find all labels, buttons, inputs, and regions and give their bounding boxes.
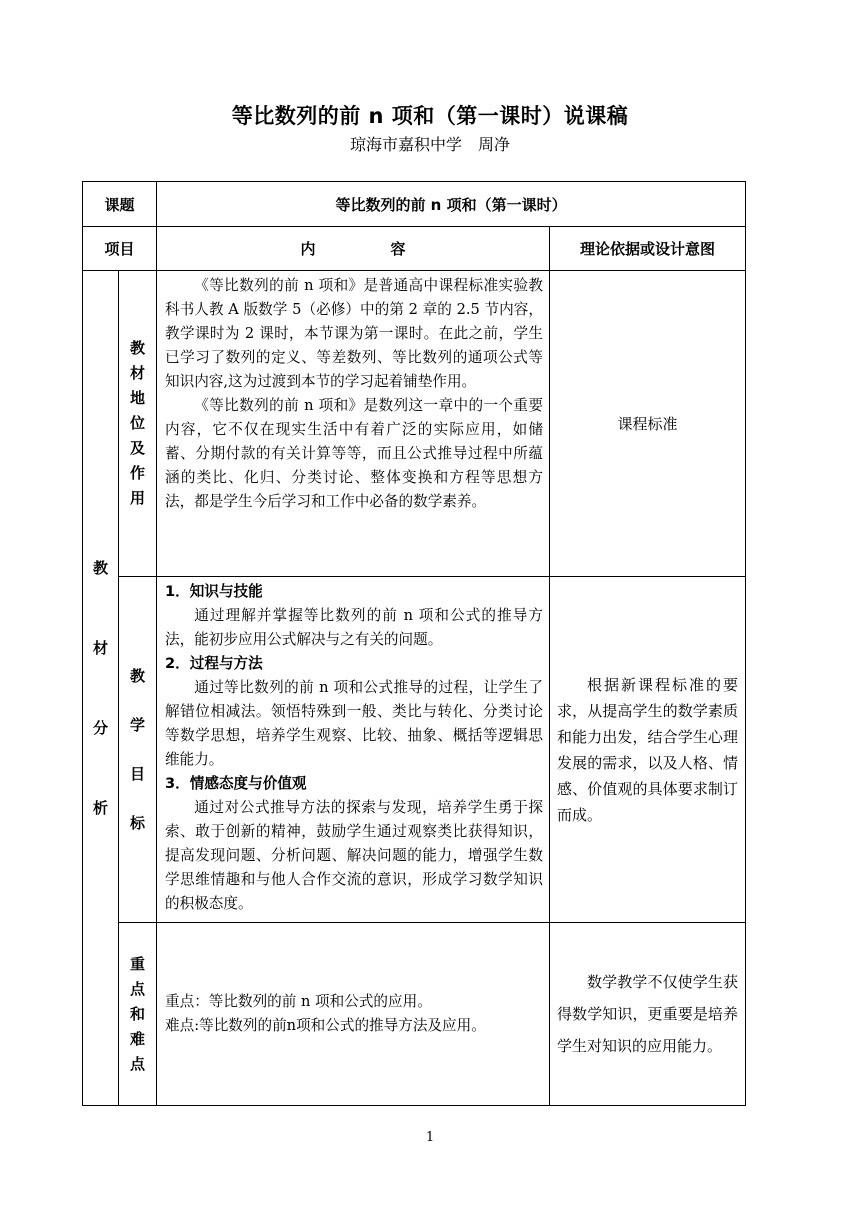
lesson-plan-table: [82, 181, 746, 1106]
column-header-basis: 理论依据或设计意图: [550, 227, 746, 271]
basis-teaching-objectives: 根据新课程标准的要求，从提高学生的数学素质和能力出发，结合学生心理发展的需求，以及人格、情感、价值观的具体要求制订而成。: [550, 577, 746, 923]
row-label-teaching-objectives: 教 学 目 标: [119, 577, 157, 923]
content-teaching-objectives: [157, 577, 550, 923]
column-header-row: [83, 227, 746, 271]
row-label-textbook-position: 教 材 地 位 及 作 用: [119, 271, 157, 577]
page-number: 1: [425, 1130, 435, 1145]
table-row-key-difficult-points: [83, 923, 746, 1106]
topic-value: 等比数列的前 n 项和（第一课时）: [157, 182, 746, 227]
key-point: 重点：等比数列的前 n 项和公式的应用。: [165, 993, 432, 1010]
objective-heading: 1．知识与技能: [165, 583, 263, 600]
difficult-point: 难点:等比数列的前n项和公式的推导方法及应用。: [165, 1017, 486, 1034]
paragraph: 《等比数列的前 n 项和》是数列这一章中的一个重要内容，它不仅在现实生活中有着广泛的实际应用，如储蓄、分期付款的有关计算等等，而且公式推导过程中所蕴涵的类比、化归、分类讨论、整体变换和方程等思想方法，都是学生今后学习和工作中必备的数学素养。: [165, 397, 544, 510]
basis-textbook-position: 课程标准: [550, 271, 746, 577]
document-title: 等比数列的前 n 项和（第一课时）说课稿: [231, 104, 629, 128]
author-line: 琼海市嘉积中学 周净: [349, 135, 510, 154]
basis-key-difficult-points: 数学教学不仅使学生获得数学知识，更重要是培养学生对知识的应用能力。: [550, 923, 746, 1106]
section-label-textbook-analysis: 教 材 分 析: [83, 271, 119, 1106]
content-textbook-position: [157, 271, 550, 577]
topic-label: 课题: [83, 182, 157, 227]
objective-heading: 3．情感态度与价值观: [165, 775, 307, 792]
column-header-item: 项目: [83, 227, 157, 271]
objective-heading: 2．过程与方法: [165, 655, 263, 672]
table-row-textbook-position: [83, 271, 746, 577]
objective-text: 通过理解并掌握等比数列的前 n 项和公式的推导方法，能初步应用公式解决与之有关的问题。: [165, 607, 544, 648]
objective-text: 通过对公式推导方法的探索与发现，培养学生勇于探索、敢于创新的精神，鼓励学生通过观察类比获得知识，提高发现问题、分析问题、解决问题的能力，增强学生数学思维情趣和与他人合作交流的意识，形成学习数学知识的积极态度。: [165, 799, 544, 912]
topic-row: [83, 182, 746, 227]
row-label-key-difficult-points: 重 点 和 难 点: [119, 923, 157, 1106]
column-header-content: 内 容: [157, 227, 550, 271]
objective-text: 通过等比数列的前 n 项和公式推导的过程，让学生了解错位相减法。领悟特殊到一般、类比与转化、分类讨论等数学思想，培养学生观察、比较、抽象、概括等逻辑思维能力。: [165, 679, 544, 768]
table-row-teaching-objectives: [83, 577, 746, 923]
paragraph: 《等比数列的前 n 项和》是普通高中课程标准实验教科书人教 A 版数学 5（必修）中的第 2 章的 2.5 节内容，教学课时为 2 课时，本节课为第一课时。在此之前，学生已学习了数列的定义、等差数列、等比数列的通项公式等知识内容,这为过渡到本节的学习起着铺垫作用。: [165, 277, 544, 390]
content-key-difficult-points: [157, 923, 550, 1106]
